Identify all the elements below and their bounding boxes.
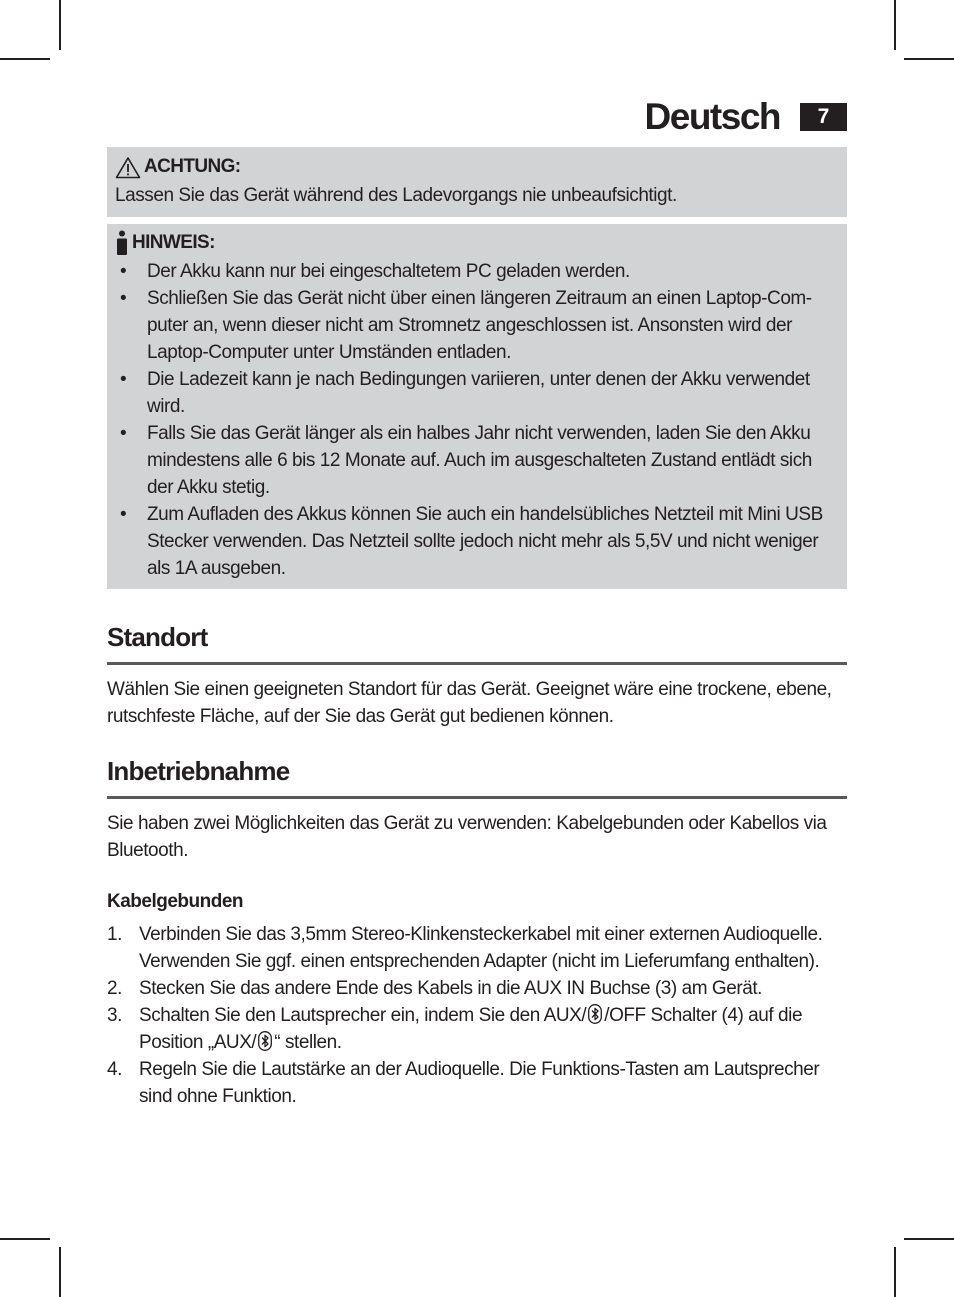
warning-box bbox=[107, 147, 847, 217]
crop-mark bbox=[904, 58, 954, 60]
standort-heading: Standort bbox=[107, 622, 208, 652]
bluetooth-icon bbox=[588, 1004, 602, 1024]
step-text: Schalten Sie den Lautsprecher ein, indem Sie den AUX/ bbox=[139, 1005, 587, 1026]
warning-text: Lassen Sie das Gerät während des Ladevorgangs nie unbeaufsichtigt. bbox=[115, 185, 677, 206]
step-text: “ stellen. bbox=[274, 1032, 342, 1053]
paragraph-line: Sie haben zwei Möglichkeiten das Gerät zu verwenden: Kabelgebunden oder Kabellos via bbox=[107, 813, 827, 834]
standort-paragraph bbox=[107, 676, 852, 730]
step-text: Stecken Sie das andere Ende des Kabels in die AUX IN Buchse (3) am Gerät. bbox=[139, 978, 763, 999]
inbetriebnahme-paragraph bbox=[107, 810, 852, 864]
warning-triangle-icon bbox=[115, 156, 141, 179]
crop-mark bbox=[894, 0, 896, 50]
crop-mark bbox=[0, 58, 50, 60]
step-item bbox=[107, 1056, 852, 1110]
steps-list bbox=[107, 921, 852, 1110]
step-text: Verwenden Sie ggf. einen entsprechenden Adapter (nicht im Lieferumfang enthalten). bbox=[139, 951, 820, 972]
note-box bbox=[107, 224, 847, 589]
warning-title: ACHTUNG: bbox=[144, 156, 241, 177]
section-divider bbox=[107, 662, 847, 665]
step-item bbox=[107, 1002, 852, 1056]
step-item bbox=[107, 921, 852, 975]
info-icon bbox=[115, 230, 129, 256]
list-item-text: mindestens alle 6 bis 12 Monate auf. Auch im ausgeschalteten Zustand entlädt sich bbox=[147, 450, 812, 471]
bullet: • bbox=[120, 423, 127, 444]
step-number: 1. bbox=[107, 924, 122, 945]
list-item-text: Falls Sie das Gerät länger als ein halbes Jahr nicht verwenden, laden Sie den Akku bbox=[147, 423, 811, 444]
list-item-text: Laptop-Computer unter Umständen entladen. bbox=[147, 342, 511, 363]
note-heading bbox=[115, 230, 839, 256]
list-item bbox=[115, 501, 839, 582]
list-item bbox=[115, 258, 839, 285]
list-item-text: Stecker verwenden. Das Netzteil sollte jedoch nicht mehr als 5,5V und nicht weniger bbox=[147, 531, 819, 552]
section-divider bbox=[107, 796, 847, 799]
list-item-text: Schließen Sie das Gerät nicht über einen längeren Zeitraum an einen Laptop-Com- bbox=[147, 288, 812, 309]
step-number: 2. bbox=[107, 978, 122, 999]
warning-heading bbox=[115, 154, 839, 180]
list-item-text: der Akku stetig. bbox=[147, 477, 270, 498]
bullet: • bbox=[120, 288, 127, 309]
crop-mark bbox=[894, 1247, 896, 1297]
step-text: Position „AUX/ bbox=[139, 1032, 257, 1053]
page-header bbox=[645, 96, 847, 138]
step-number: 3. bbox=[107, 1005, 122, 1026]
list-item bbox=[115, 420, 839, 501]
note-title: HINWEIS: bbox=[132, 232, 215, 253]
paragraph-line: rutschfeste Fläche, auf der Sie das Gerät gut bedienen können. bbox=[107, 706, 614, 727]
bluetooth-icon bbox=[258, 1031, 272, 1051]
step-item bbox=[107, 975, 852, 1002]
step-text: Verbinden Sie das 3,5mm Stereo-Klinkensteckerkabel mit einer externen Audioquelle. bbox=[139, 924, 823, 945]
bullet: • bbox=[120, 369, 127, 390]
list-item bbox=[115, 366, 839, 420]
crop-mark bbox=[59, 0, 61, 50]
paragraph-line: Wählen Sie einen geeigneten Standort für das Gerät. Geeignet wäre eine trockene, ebene, bbox=[107, 679, 832, 700]
step-number: 4. bbox=[107, 1059, 122, 1080]
kabelgebunden-subheading: Kabelgebunden bbox=[107, 891, 244, 912]
list-item-text: Der Akku kann nur bei eingeschaltetem PC geladen werden. bbox=[147, 261, 630, 282]
list-item-text: als 1A ausgeben. bbox=[147, 558, 286, 579]
paragraph-line: Bluetooth. bbox=[107, 840, 189, 861]
list-item-text: Die Ladezeit kann je nach Bedingungen variieren, unter denen der Akku verwendet bbox=[147, 369, 810, 390]
language-title: Deutsch bbox=[644, 96, 780, 137]
page-number: 7 bbox=[800, 103, 847, 131]
bullet: • bbox=[120, 261, 127, 282]
list-item-text: wird. bbox=[147, 396, 185, 417]
note-list bbox=[115, 258, 839, 582]
list-item-text: Zum Aufladen des Akkus können Sie auch ein handelsübliches Netzteil mit Mini USB bbox=[147, 504, 823, 525]
step-text: Regeln Sie die Lautstärke an der Audioquelle. Die Funktions-Tasten am Lautsprecher bbox=[139, 1059, 820, 1080]
crop-mark bbox=[59, 1247, 61, 1297]
step-text: sind ohne Funktion. bbox=[139, 1086, 297, 1107]
step-text: /OFF Schalter (4) auf die bbox=[604, 1005, 803, 1026]
inbetriebnahme-heading: Inbetriebnahme bbox=[107, 756, 290, 786]
list-item-text: puter an, wenn dieser nicht am Stromnetz angeschlossen ist. Ansonsten wird der bbox=[147, 315, 793, 336]
bullet: • bbox=[120, 504, 127, 525]
crop-mark bbox=[904, 1238, 954, 1240]
crop-mark bbox=[0, 1238, 50, 1240]
list-item bbox=[115, 285, 839, 366]
